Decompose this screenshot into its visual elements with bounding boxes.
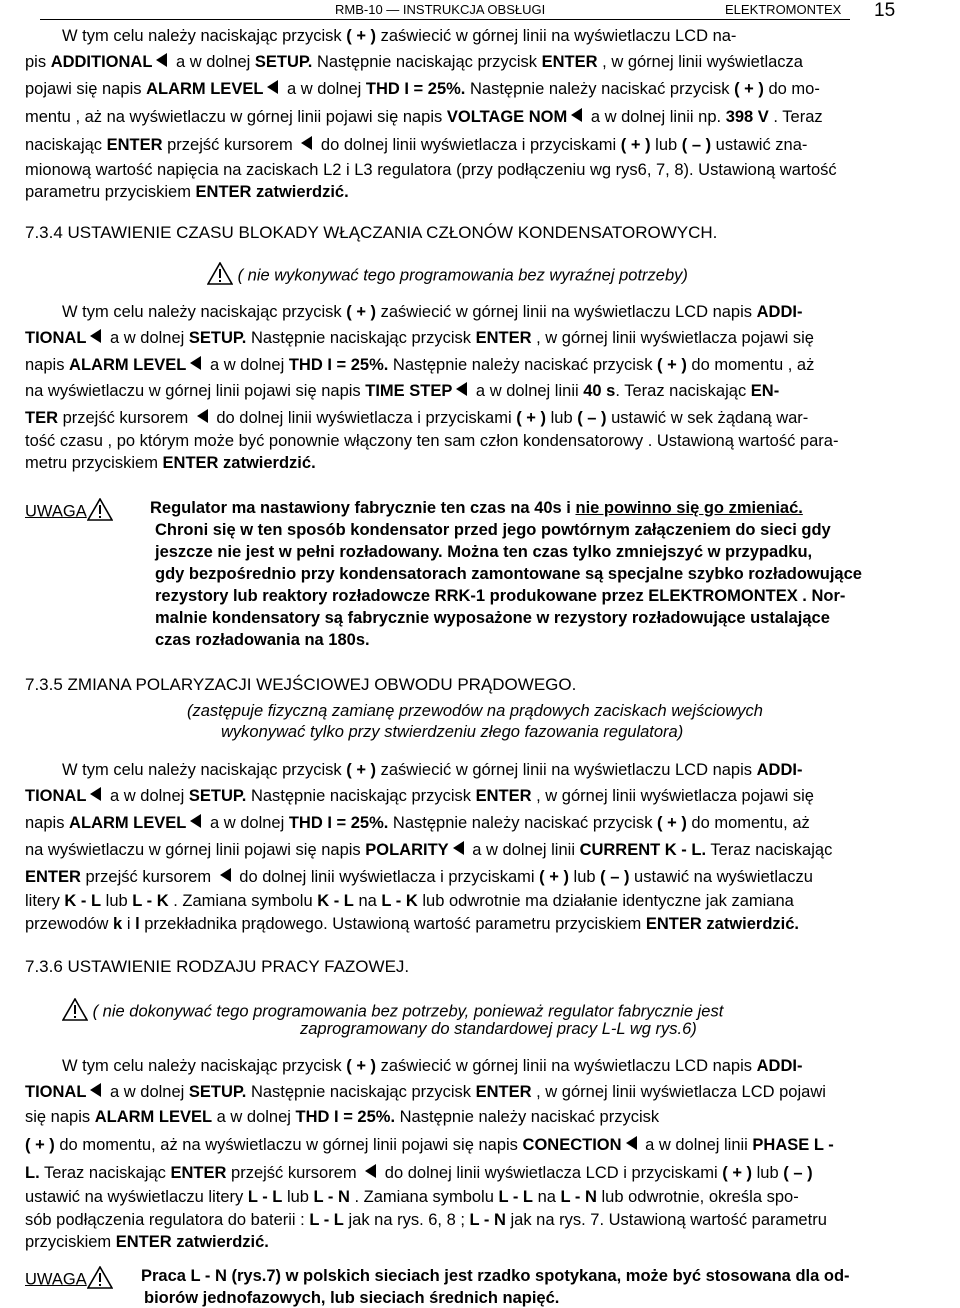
- text-run: pojawi się napis: [25, 80, 147, 98]
- text-run: SETUP.: [254, 53, 313, 71]
- text-line: [25, 355, 814, 376]
- text-run: do momentu, aż na wyświetlaczu w górnej linii pojawi się napis: [54, 1136, 523, 1154]
- text-run: L - N: [313, 1188, 350, 1206]
- warning-triangle-icon: [87, 1266, 113, 1294]
- text-run: a w dolnej: [105, 787, 189, 805]
- left-triangle-cursor-icon: [571, 108, 582, 122]
- text-run: , w górnej linii wyświetlacza pojawi się: [531, 329, 814, 347]
- text-run: do momentu , aż: [686, 356, 815, 374]
- text-run: . Zamiana symbolu: [168, 892, 318, 910]
- text-line: [155, 608, 830, 628]
- text-run: do mo-: [763, 80, 820, 98]
- text-run: naciskając: [25, 136, 107, 154]
- text-run: PHASE L -: [752, 1136, 834, 1154]
- text-run: przewodów: [25, 915, 114, 933]
- text-line: [25, 223, 717, 243]
- text-run: SETUP.: [188, 1083, 247, 1101]
- text-run: Następnie należy naciskać przycisk: [388, 356, 658, 374]
- text-line: [25, 498, 113, 526]
- text-run: W tym celu należy naciskając przycisk: [62, 303, 347, 321]
- text-run: a w dolnej: [205, 814, 289, 832]
- text-run: ( – ): [600, 868, 630, 886]
- text-run: L - L: [309, 1211, 344, 1229]
- header-title: RMB-10 — INSTRUKCJA OBSŁUGI: [335, 2, 546, 17]
- text-run: a w dolnej linii np.: [586, 108, 726, 126]
- text-run: rezystory lub reaktory rozładowcze RRK-1 produkowane przez ELEKTROMONTEX . Nor-: [155, 587, 846, 605]
- text-run: ( + ): [516, 409, 547, 427]
- text-run: , w górnej linii wyświetlacza LCD pojawi: [531, 1083, 826, 1101]
- text-run: lub: [282, 1188, 314, 1206]
- text-run: Chroni się w ten sposób kondensator przed jego powtórnym załączeniem do sieci gdy: [155, 521, 831, 539]
- text-run: wykonywać tylko przy stwierdzeniu złego fazowania regulatora): [221, 723, 684, 741]
- text-run: ALARM LEVEL: [94, 1108, 213, 1126]
- text-run: L - K: [132, 892, 169, 910]
- text-run: ustawić na wyświetlaczu: [629, 868, 813, 886]
- left-triangle-cursor-icon: [156, 53, 167, 67]
- text-line: [25, 1210, 827, 1230]
- text-run: ( nie dokonywać tego programowania bez potrzeby, ponieważ regulator fabrycznie jest: [88, 1002, 724, 1021]
- text-line: [25, 867, 813, 888]
- text-run: , w górnej linii wyświetlacza: [597, 53, 803, 71]
- text-run: a w dolnej: [205, 356, 289, 374]
- text-run: UWAGA: [25, 1270, 87, 1289]
- text-run: ustawić zna-: [711, 136, 808, 154]
- left-triangle-cursor-icon: [90, 787, 101, 801]
- text-line: [25, 1232, 269, 1252]
- text-run: jeszcze nie jest w pełni rozładowany. Można ten czas tylko zmniejszyć w przypadku,: [155, 543, 813, 561]
- text-run: ( + ): [346, 1057, 377, 1075]
- text-run: ENTER: [25, 868, 81, 886]
- text-run: na: [533, 1188, 561, 1206]
- page-number: 15: [874, 0, 896, 21]
- text-run: lub: [568, 868, 601, 886]
- text-run: ( + ): [657, 356, 687, 374]
- text-run: . Zamiana symbolu: [349, 1188, 499, 1206]
- text-run: Praca L - N (rys.7) w polskich sieciach jest rzadko spotykana, może być stosowana dla od-: [141, 1267, 850, 1285]
- text-run: lub: [650, 136, 682, 154]
- text-run: ( + ): [620, 136, 651, 154]
- text-line: [25, 182, 349, 202]
- text-run: ( – ): [577, 409, 607, 427]
- text-run: napis: [25, 356, 70, 374]
- text-line: [155, 542, 812, 562]
- text-run: ALARM LEVEL: [69, 814, 187, 832]
- text-run: W tym celu należy naciskając przycisk: [62, 1057, 347, 1075]
- text-line: [207, 262, 688, 290]
- text-run: ( – ): [681, 136, 712, 154]
- text-run: L - N: [469, 1211, 506, 1229]
- text-run: i: [122, 915, 136, 933]
- text-run: 7.3.5 ZMIANA POLARYZACJI WEJŚCIOWEJ OBWODU PRĄDOWEGO.: [25, 675, 577, 694]
- text-run: litery: [25, 892, 65, 910]
- text-run: Następnie naciskając przycisk: [246, 787, 476, 805]
- text-run: do dolnej linii wyświetlacza i przyciskami: [234, 868, 540, 886]
- text-run: K - L: [317, 892, 354, 910]
- text-run: czas rozładowania na 180s.: [155, 631, 370, 649]
- text-run: L - K: [381, 892, 418, 910]
- text-line: [25, 1187, 799, 1207]
- text-line: [62, 302, 802, 322]
- text-line: [25, 79, 820, 100]
- text-run: l: [135, 915, 140, 933]
- left-triangle-cursor-icon: [453, 841, 464, 855]
- text-run: k: [113, 915, 123, 933]
- text-run: ADDI-: [756, 1057, 803, 1075]
- left-triangle-cursor-icon: [301, 136, 312, 150]
- text-run: ( + ): [734, 80, 764, 98]
- text-run: L.: [25, 1164, 40, 1182]
- text-line: [25, 160, 837, 180]
- text-line: [25, 381, 779, 402]
- text-run: mionową wartość napięcia na zaciskach L2 i L3 regulatora (przy podłączeniu wg rys6, 7, 8). Ustawioną wartość: [25, 161, 837, 179]
- text-run: ADDI-: [756, 761, 803, 779]
- left-triangle-cursor-icon: [267, 80, 278, 94]
- warning-triangle-icon: [87, 498, 113, 526]
- text-run: . Teraz: [768, 108, 823, 126]
- warning-triangle-icon: [207, 262, 233, 290]
- text-run: lub: [752, 1164, 784, 1182]
- text-run: ENTER: [170, 1164, 227, 1182]
- text-run: ENTER zatwierdzić.: [195, 183, 349, 201]
- text-run: sób podłączenia regulatora do baterii :: [25, 1211, 310, 1229]
- text-run: malnie kondensatory są fabrycznie wyposażone w rezystory rozładowujące ustalające: [155, 609, 830, 627]
- text-run: jak na rys. 6, 8 ;: [343, 1211, 470, 1229]
- text-run: a w dolnej: [282, 80, 366, 98]
- left-triangle-cursor-icon: [90, 1083, 101, 1097]
- text-run: tość czasu , po którym może być ponownie włączony ten sam człon kondensatorowy . Ustawioną wartość para-: [25, 432, 839, 450]
- text-run: L - N: [560, 1188, 597, 1206]
- text-run: ( – ): [783, 1164, 813, 1182]
- text-line: [25, 786, 814, 807]
- text-run: ENTER zatwierdzić.: [645, 915, 800, 933]
- text-line: [25, 891, 794, 911]
- text-run: zaświecić w górnej linii na wyświetlaczu LCD napis: [376, 761, 757, 779]
- text-line: [25, 840, 832, 861]
- text-run: VOLTAGE NOM: [446, 108, 568, 126]
- text-run: , w górnej linii wyświetlacza pojawi się: [531, 787, 814, 805]
- text-run: TIONAL: [25, 1083, 87, 1101]
- text-run: na wyświetlaczu w górnej linii pojawi się napis: [25, 382, 366, 400]
- text-run: (zastępuje fizyczną zamianę przewodów na prądowych zaciskach wejściowych: [187, 702, 763, 720]
- left-triangle-cursor-icon: [90, 329, 101, 343]
- text-run: ( + ): [657, 814, 687, 832]
- text-line: [155, 630, 370, 650]
- text-run: lub: [101, 892, 133, 910]
- text-run: a w dolnej: [171, 53, 255, 71]
- text-run: Następnie naciskając przycisk: [246, 1083, 476, 1101]
- text-line: [25, 408, 808, 429]
- text-run: THD I = 25%.: [288, 814, 389, 832]
- text-run: ( + ): [722, 1164, 753, 1182]
- text-run: ADDI-: [756, 303, 803, 321]
- text-run: ( + ): [346, 27, 377, 45]
- text-line: [25, 1135, 834, 1156]
- text-line: [62, 26, 736, 46]
- text-run: lub odwrotnie ma działanie identyczne jak zamiana: [417, 892, 794, 910]
- left-triangle-cursor-icon: [190, 814, 201, 828]
- text-line: [25, 675, 576, 695]
- text-line: [25, 431, 838, 451]
- text-run: jak na rys. 7. Ustawioną wartość parametru: [505, 1211, 827, 1229]
- text-line: [25, 52, 803, 73]
- text-run: SETUP.: [188, 787, 247, 805]
- text-run: ENTER: [541, 53, 598, 71]
- left-triangle-cursor-icon: [365, 1164, 376, 1178]
- warning-triangle-icon: [62, 998, 88, 1026]
- text-run: a w dolnej linii: [467, 841, 580, 859]
- text-run: ( + ): [25, 1136, 55, 1154]
- text-run: ( nie wykonywać tego programowania bez wyraźnej potrzeby): [233, 266, 688, 285]
- text-run: UWAGA: [25, 502, 87, 521]
- text-line: [25, 135, 807, 156]
- text-run: ustawić na wyświetlaczu litery: [25, 1188, 248, 1206]
- text-run: ALARM LEVEL: [69, 356, 187, 374]
- text-run: THD I = 25%.: [295, 1108, 396, 1126]
- header-company: ELEKTROMONTEX: [725, 2, 842, 17]
- text-line: [25, 1107, 659, 1127]
- text-line: [62, 1056, 802, 1076]
- text-run: a w dolnej linii: [471, 382, 584, 400]
- text-run: zaświecić w górnej linii na wyświetlaczu LCD napis: [376, 303, 757, 321]
- text-run: ENTER: [475, 329, 532, 347]
- text-run: ENTER: [475, 787, 532, 805]
- text-line: [155, 586, 845, 606]
- text-run: 40 s: [583, 382, 616, 400]
- text-run: zaprogramowany do standardowej pracy L-L wg rys.6): [300, 1020, 697, 1038]
- text-line: [25, 328, 814, 349]
- text-run: zaświecić w górnej linii na wyświetlaczu LCD na-: [376, 27, 737, 45]
- left-triangle-cursor-icon: [197, 409, 208, 423]
- text-line: [25, 1163, 813, 1184]
- text-run: 398 V: [725, 108, 769, 126]
- text-run: Następnie należy naciskać przycisk: [395, 1108, 660, 1126]
- text-run: THD I = 25%.: [365, 80, 466, 98]
- text-line: [187, 701, 763, 721]
- text-run: lub: [546, 409, 578, 427]
- text-run: nie powinno się go zmieniać.: [575, 499, 803, 517]
- text-run: Regulator ma nastawiony fabrycznie ten czas na 40s i: [150, 499, 576, 517]
- left-triangle-cursor-icon: [190, 356, 201, 370]
- text-run: ( + ): [346, 303, 377, 321]
- text-run: ADDITIONAL: [50, 53, 153, 71]
- text-run: napis: [25, 814, 70, 832]
- text-run: przejść kursorem: [58, 409, 193, 427]
- text-line: [25, 914, 799, 934]
- text-run: pis: [25, 53, 51, 71]
- text-run: a w dolnej: [212, 1108, 296, 1126]
- text-run: mentu , aż na wyświetlaczu w górnej linii pojawi się napis: [25, 108, 447, 126]
- text-run: a w dolnej: [105, 329, 189, 347]
- text-run: przyciskiem: [25, 1233, 116, 1251]
- text-run: L - L: [247, 1188, 283, 1206]
- text-run: SETUP.: [188, 329, 247, 347]
- text-run: ENTER zatwierdzić.: [162, 454, 316, 472]
- text-line: [155, 564, 862, 584]
- text-run: ENTER: [475, 1083, 532, 1101]
- text-line: [25, 1266, 113, 1294]
- text-run: a w dolnej linii: [640, 1136, 753, 1154]
- text-run: Następnie należy naciskać przycisk: [388, 814, 658, 832]
- header-divider: [40, 19, 850, 20]
- left-triangle-cursor-icon: [456, 382, 467, 396]
- text-run: K - L: [64, 892, 102, 910]
- text-run: do dolnej linii wyświetlacza i przyciskami: [211, 409, 517, 427]
- text-line: [25, 813, 810, 834]
- text-run: gdy bezpośrednio przy kondensatorach zamontowane są specjalne szybko rozładowujące: [155, 565, 862, 583]
- text-run: 7.3.6 USTAWIENIE RODZAJU PRACY FAZOWEJ.: [25, 957, 410, 976]
- text-run: ENTER zatwierdzić.: [115, 1233, 269, 1251]
- text-run: TIONAL: [25, 329, 87, 347]
- text-run: Teraz naciskając: [39, 1164, 171, 1182]
- text-run: przekładnika prądowego. Ustawioną wartość parametru przyciskiem: [139, 915, 646, 933]
- text-run: do momentu, aż: [686, 814, 810, 832]
- text-run: Teraz naciskając: [706, 841, 833, 859]
- text-run: . Teraz naciskając: [615, 382, 751, 400]
- text-run: na: [353, 892, 382, 910]
- text-run: ENTER: [106, 136, 163, 154]
- text-run: THD I = 25%.: [288, 356, 389, 374]
- text-run: przejść kursorem: [162, 136, 298, 154]
- text-run: TIME STEP: [365, 382, 453, 400]
- text-run: Następnie naciskając przycisk: [312, 53, 542, 71]
- text-run: Następnie naciskając przycisk: [246, 329, 476, 347]
- text-line: [150, 498, 803, 518]
- text-run: CONECTION: [522, 1136, 622, 1154]
- text-run: ( + ): [539, 868, 569, 886]
- text-line: [62, 760, 802, 780]
- text-run: ALARM LEVEL: [146, 80, 264, 98]
- text-line: [25, 453, 316, 473]
- text-run: TER: [25, 409, 58, 427]
- text-run: przejść kursorem: [80, 868, 216, 886]
- text-line: [155, 520, 831, 540]
- text-run: CURRENT K - L.: [579, 841, 707, 859]
- text-line: [221, 722, 683, 742]
- text-run: do dolnej linii wyświetlacza i przyciskami: [316, 136, 621, 154]
- text-run: się napis: [25, 1108, 95, 1126]
- text-run: W tym celu należy naciskając przycisk: [62, 27, 347, 45]
- text-line: [300, 1019, 697, 1039]
- text-run: lub odwrotnie, określa spo-: [596, 1188, 799, 1206]
- text-run: 7.3.4 USTAWIENIE CZASU BLOKADY WŁĄCZANIA CZŁONÓW KONDENSATOROWYCH.: [25, 223, 718, 242]
- text-run: L - L: [498, 1188, 534, 1206]
- text-line: [25, 107, 823, 128]
- left-triangle-cursor-icon: [626, 1136, 637, 1150]
- text-run: biorów jednofazowych, lub sieciach średnich napięć.: [144, 1289, 560, 1307]
- text-run: TIONAL: [25, 787, 87, 805]
- text-line: [25, 957, 409, 977]
- text-run: a w dolnej: [105, 1083, 189, 1101]
- left-triangle-cursor-icon: [220, 868, 231, 882]
- text-run: parametru przyciskiem: [25, 183, 196, 201]
- text-line: [144, 1288, 559, 1308]
- text-run: ( + ): [346, 761, 377, 779]
- text-line: [25, 1082, 826, 1103]
- text-run: do dolnej linii wyświetlacza LCD i przyciskami: [380, 1164, 723, 1182]
- text-run: POLARITY: [365, 841, 449, 859]
- text-run: Następnie należy naciskać przycisk: [465, 80, 735, 98]
- text-run: przejść kursorem: [226, 1164, 362, 1182]
- text-run: EN-: [750, 382, 780, 400]
- text-run: W tym celu należy naciskając przycisk: [62, 761, 347, 779]
- text-run: na wyświetlaczu w górnej linii pojawi się napis: [25, 841, 366, 859]
- text-run: zaświecić w górnej linii na wyświetlaczu LCD napis: [376, 1057, 757, 1075]
- text-run: metru przyciskiem: [25, 454, 163, 472]
- text-line: [141, 1266, 850, 1286]
- text-run: ustawić w sek żądaną war-: [606, 409, 809, 427]
